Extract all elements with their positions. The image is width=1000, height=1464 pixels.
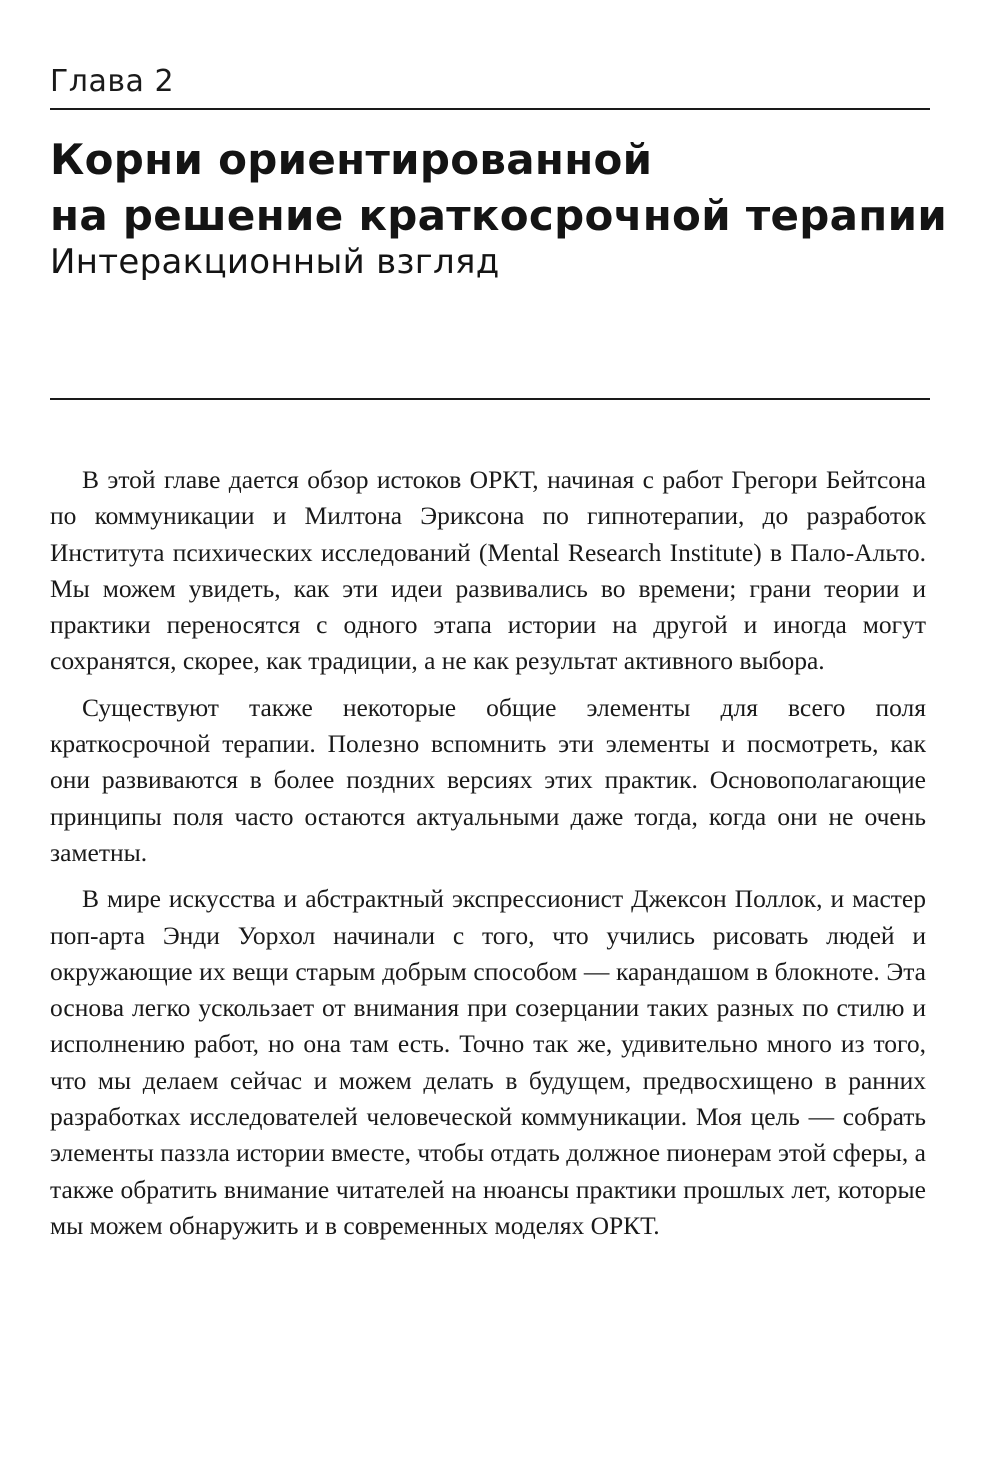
paragraph: В этой главе дается обзор истоков ОРКТ, начиная с работ Грегори Бейтсона по коммуникации и Милтона Эриксона по гипнотерапии, до разработок Института психических исследований (Mental Research Institute) в Пало-Альто. Мы можем увидеть, как эти идеи развивались во времени; грани теории и практики переносятся с одного этапа истории на другой и иногда могут сохранятся, скорее, как традиции, а не как результат активного выбора.: [50, 465, 926, 676]
bottom-divider: [50, 398, 930, 400]
chapter-title-line-2: на решение краткосрочной терапии: [50, 191, 948, 240]
body-text: [50, 462, 926, 1254]
chapter-title: [50, 132, 950, 244]
chapter-title-line-1: Корни ориентированной: [50, 135, 653, 184]
chapter-subtitle: Интеракционный взгляд: [50, 242, 500, 282]
top-divider: [50, 108, 930, 110]
paragraph: В мире искусства и абстрактный экспрессионист Джексон Поллок, и мастер поп-арта Энди Уорхол начинали с того, что учились рисовать людей и окружающие их вещи старым добрым способом — карандашом в блокноте. Эта основа легко ускользает от внимания при созерцании таких разных по стилю и исполнению работ, но она там есть. Точно так же, удивительно много из того, что мы делаем сейчас и можем делать в будущем, предвосхищено в ранних разработках исследователей человеческой коммуникации. Моя цель — собрать элементы паззла истории вместе, чтобы отдать должное пионерам этой сферы, а также обратить внимание читателей на нюансы практики прошлых лет, которые мы можем обнаружить и в современных моделях ОРКТ.: [50, 884, 926, 1240]
chapter-label: Глава 2: [50, 64, 175, 99]
paragraph: Существуют также некоторые общие элементы для всего поля краткосрочной терапии. Полезно вспомнить эти элементы и посмотреть, как они развиваются в более поздних версиях этих практик. Основополагающие принципы поля часто остаются актуальными даже тогда, когда они не очень заметны.: [50, 692, 926, 867]
